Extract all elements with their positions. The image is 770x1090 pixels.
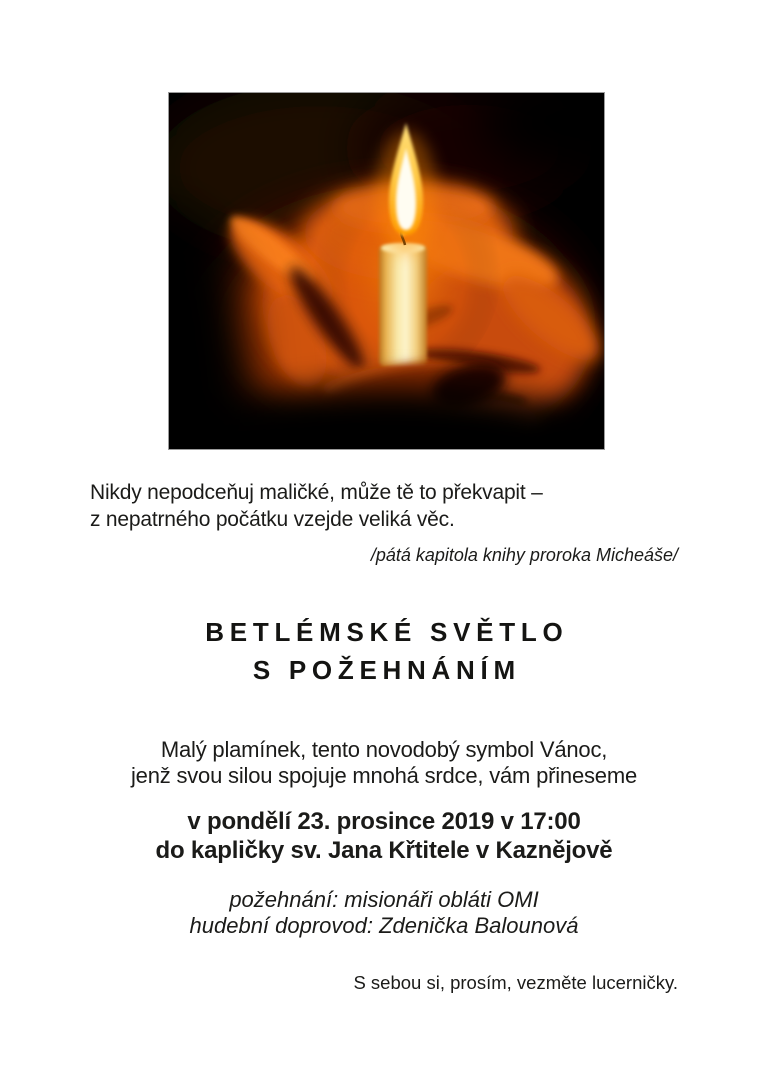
footer-note: S sebou si, prosím, vezměte lucerničky. bbox=[353, 972, 678, 993]
program-music: hudební doprovod: Zdenička Balounová bbox=[189, 913, 579, 938]
program-blessing: požehnání: misionáři obláti OMI bbox=[229, 887, 539, 912]
page-title bbox=[90, 613, 678, 689]
quote-attribution: /pátá kapitola knihy proroka Micheáše/ bbox=[370, 545, 678, 565]
quote-line-1: Nikdy nepodceňuj maličké, může tě to překvapit – bbox=[90, 481, 543, 504]
event-location: do kapličky sv. Jana Křtitele v Kaznějově bbox=[155, 837, 613, 864]
event-datetime: v pondělí 23. prosince 2019 v 17:00 bbox=[187, 808, 581, 835]
title-line-1: BETLÉMSKÉ SVĚTLO bbox=[205, 617, 569, 647]
intro-line-1: Malý plamínek, tento novodobý symbol Vánoc, bbox=[160, 737, 608, 762]
candle-in-hands-photo bbox=[168, 92, 605, 450]
event-block bbox=[90, 807, 678, 865]
candle-illustration bbox=[169, 93, 604, 449]
intro-block bbox=[90, 737, 678, 789]
intro-line-2: jenž svou silou spojuje mnohá srdce, vám přineseme bbox=[130, 763, 638, 788]
title-line-2: S POŽEHNÁNÍM bbox=[252, 655, 521, 685]
quote-line-2: z nepatrného počátku vzejde veliká věc. bbox=[90, 508, 455, 531]
quote-block bbox=[90, 479, 678, 533]
program-block bbox=[90, 887, 678, 939]
